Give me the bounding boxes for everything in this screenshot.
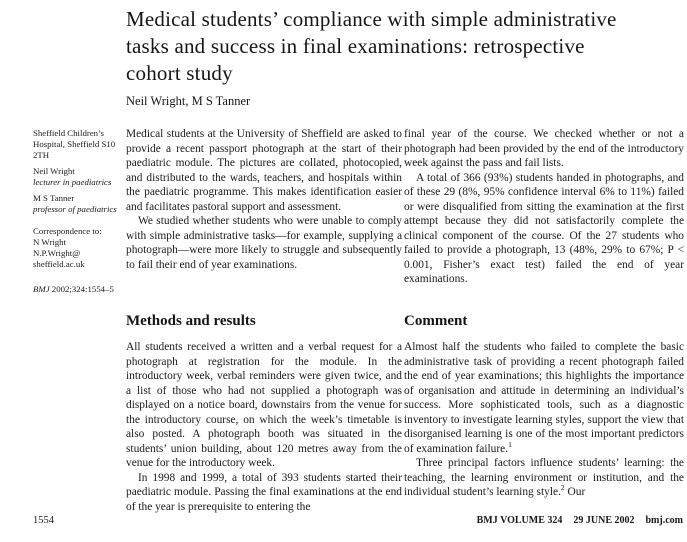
contributor-role: professor of paediatrics <box>33 204 117 214</box>
contributor-entry <box>33 166 123 188</box>
reference-marker-2: 2 <box>560 483 565 493</box>
contributor-name: M S Tanner <box>33 193 75 203</box>
title-block <box>126 6 682 109</box>
page-number: 1554 <box>33 515 54 526</box>
comment-paragraph-tail: Our <box>564 486 586 498</box>
left-column-intro <box>126 127 402 272</box>
contributor-name: Neil Wright <box>33 166 75 176</box>
methods-paragraph: All students received a written and a verbal request for a photograph at registration for the module. In the introductory week, verbal reminders were given twice, and a list of those who had not supplied a photograph was displayed on a notice board, downstairs from the venue for the introductory course, on which the week’s timetable is also posted. A photograph booth was situated in the students’ union building, about 120 metres away from the venue for the introductory week. <box>126 341 402 469</box>
methods-paragraph: In 1998 and 1999, a total of 393 students started their paediatric module. Passing the final examinations at the end of the year is prerequisite to entering the <box>126 471 402 513</box>
right-column-results <box>404 127 684 287</box>
correspondence-label: Correspondence to: <box>33 226 102 236</box>
correspondence-name: N Wright <box>33 237 66 247</box>
comment-paragraph-text: Three principal factors influence students’ learning: the teaching, the learning environment or institution, and the individual student’s learning style. <box>404 457 684 498</box>
comment-paragraph <box>404 456 684 500</box>
page-title-line-1: Medical students’ compliance with simple administrative <box>126 7 617 31</box>
footer-volume: BMJ VOLUME 324 <box>476 515 563 526</box>
author-affiliation-sidebar <box>33 128 123 295</box>
journal-footer <box>477 515 683 526</box>
citation-details: 2002;324:1554–5 <box>49 284 114 294</box>
left-column-methods <box>126 312 402 514</box>
correspondence-block <box>33 226 123 270</box>
reference-marker-1: 1 <box>508 439 512 449</box>
page-title-line-3: cohort study <box>126 61 233 85</box>
contributor-role: lecturer in paediatrics <box>33 177 112 187</box>
comment-heading: Comment <box>404 313 468 329</box>
comment-paragraph-text: Almost half the students who failed to complete the basic administrative task of providing a recent photograph failed the end of year examinations; this highlights the importance of organisation and attitude in determining an individual’s success. More sophisticated tools, such as a diagnostic inventory to investigate learning styles, support the view that disorganised learning is one of the most important predictors of examination failure. <box>404 341 684 455</box>
contributor-entry <box>33 193 123 215</box>
correspondence-email-line-2: sheffield.ac.uk <box>33 259 85 269</box>
journal-citation <box>33 284 123 295</box>
results-paragraph: final year of the course. We checked whether or not a photograph had been provided by the end of the introductory week against the pass and fail lists. <box>404 128 684 169</box>
results-paragraph: A total of 366 (93%) students handed in photographs, and of these 29 (8%, 95% confidence interval 6% to 11%) failed or were disqualified from sitting the examination at the first attempt because they did not satisfactorily complete the clinical component of the course. Of the 27 students who failed to provide a photograph, 13 (48%, 29% to 67%; P < 0.001, Fisher’s exact test) failed the end of year examinations. <box>404 171 684 285</box>
intro-paragraph: We studied whether students who were unable to comply with simple administrative tasks—for example, supplying a photograph—were more likely to struggle and subsequently to fail their end of year examinations. <box>126 215 402 271</box>
footer-date: 29 JUNE 2002 <box>573 515 635 526</box>
page-title-line-2: tasks and success in final examinations: retrospective <box>126 34 585 58</box>
intro-paragraph: Medical students at the University of Sheffield are asked to provide a recent passport photograph at the start of their paediatric module. The pictures are collated, photocopied, and distributed to the wards, teachers, and hospitals within the paediatric programme. This makes identification easier and facilitates pastoral support and assessment. <box>126 128 402 213</box>
affiliation: Sheffield Children’s Hospital, Sheffield S10 2TH <box>33 128 116 160</box>
footer-site: bmj.com <box>645 515 683 526</box>
comment-paragraph <box>404 340 684 456</box>
correspondence-email-line-1: N.P.Wright@ <box>33 248 81 258</box>
authors-byline: Neil Wright, M S Tanner <box>126 94 251 108</box>
citation-journal-name: BMJ <box>33 284 50 294</box>
methods-heading: Methods and results <box>126 313 256 329</box>
right-column-comment <box>404 312 684 500</box>
